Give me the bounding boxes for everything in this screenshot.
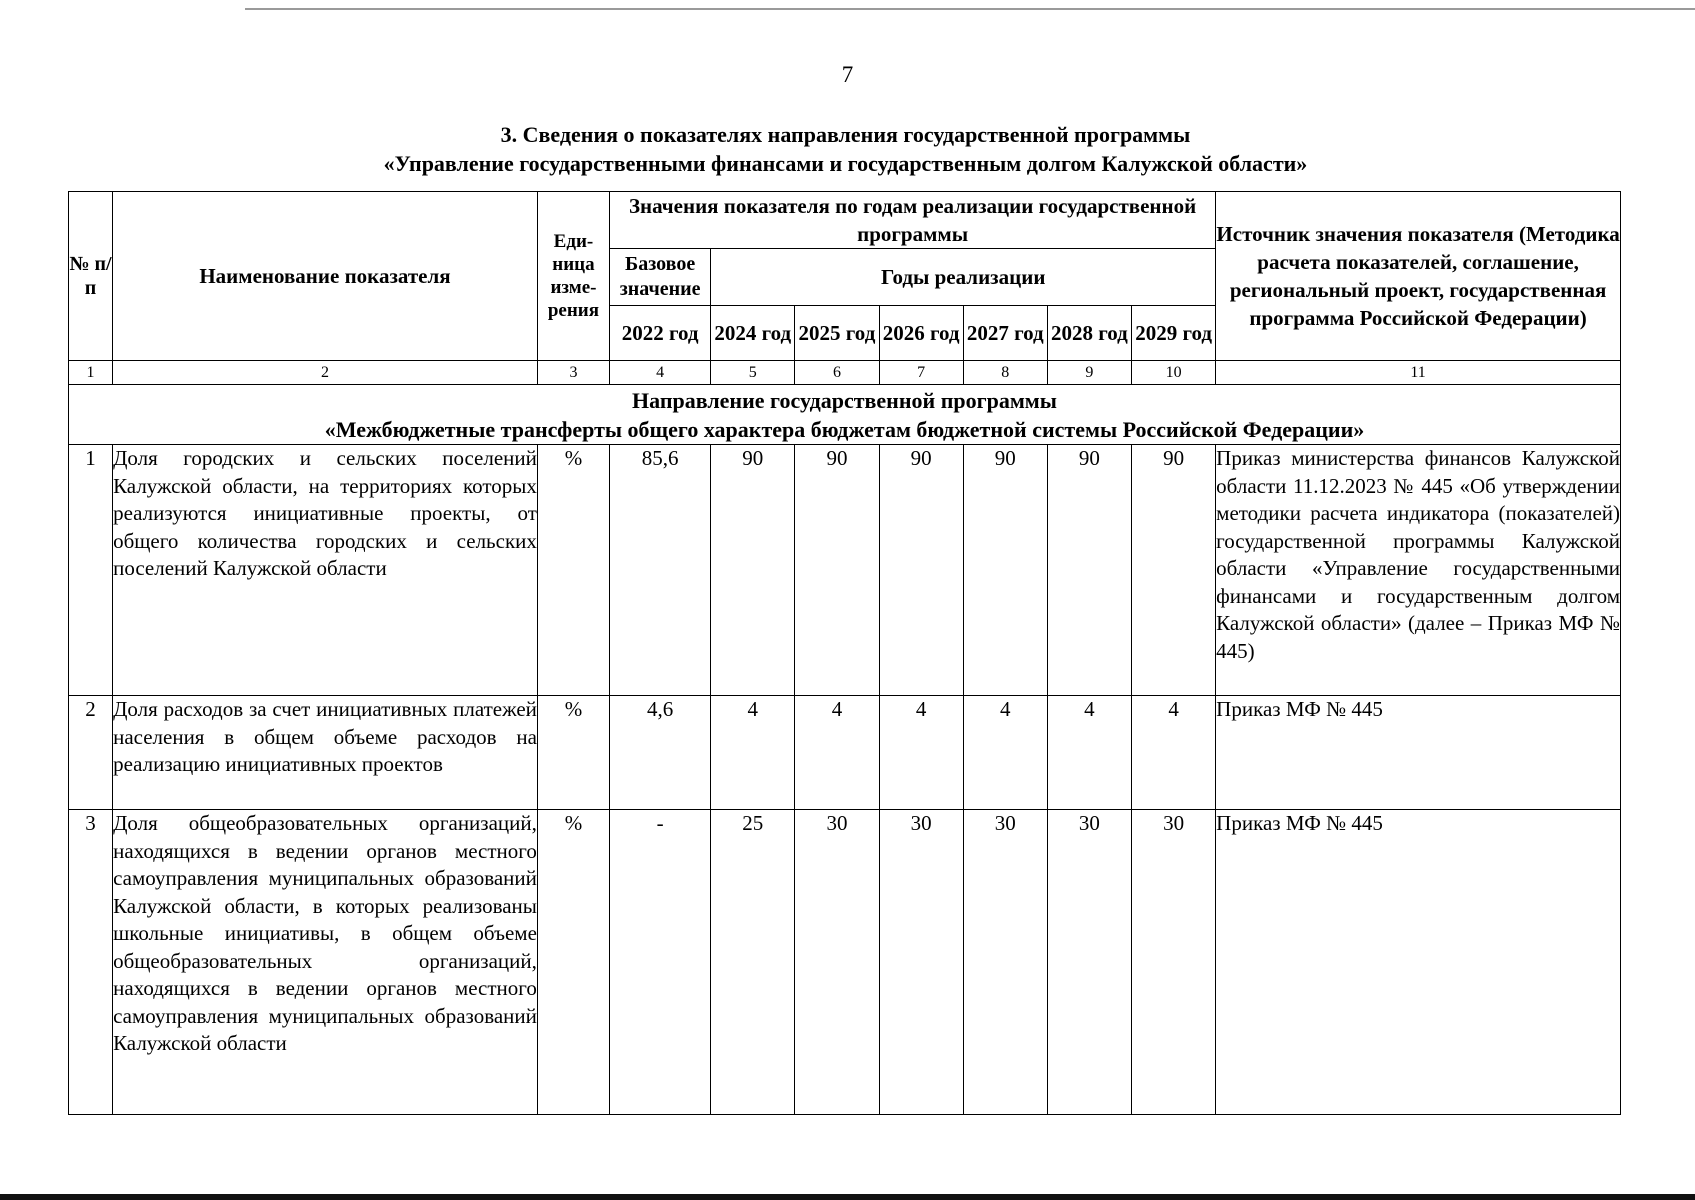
year-value: 30 (1131, 810, 1215, 1115)
indicators-table (68, 191, 1621, 1115)
year-value: 4 (795, 696, 879, 810)
year-value: 90 (963, 445, 1047, 696)
header-source: Источник значения показателя (Методика расчета показателей, соглашение, региональный проект, государственная программа Российской Федерации) (1216, 192, 1621, 361)
indicator-source: Приказ МФ № 445 (1216, 810, 1621, 1115)
column-number: 9 (1047, 361, 1131, 385)
table-row (69, 445, 1621, 696)
header-year: 2024 год (711, 306, 795, 361)
header-unit: Еди- ница изме- рения (537, 192, 609, 361)
column-number: 5 (711, 361, 795, 385)
header-base-year: 2022 год (610, 306, 711, 361)
year-value: 4 (1131, 696, 1215, 810)
section-title (69, 385, 1621, 445)
year-value: 4 (879, 696, 963, 810)
column-number: 1 (69, 361, 113, 385)
year-value: 90 (879, 445, 963, 696)
indicator-name: Доля городских и сельских поселений Калужской области, на территориях которых реализуются инициативные проекты, от общего количества городских и сельских поселений Калужской области (113, 445, 538, 696)
year-value: 90 (711, 445, 795, 696)
table-row (69, 810, 1621, 1115)
column-number: 3 (537, 361, 609, 385)
top-scan-rule (245, 8, 1695, 10)
header-year: 2027 год (963, 306, 1047, 361)
row-number: 2 (69, 696, 113, 810)
column-number: 4 (610, 361, 711, 385)
table-row (69, 696, 1621, 810)
header-year: 2026 год (879, 306, 963, 361)
header-year: 2029 год (1131, 306, 1215, 361)
year-value: 4 (711, 696, 795, 810)
indicator-unit: % (537, 810, 609, 1115)
year-value: 4 (1047, 696, 1131, 810)
year-value: 30 (1047, 810, 1131, 1115)
indicator-unit: % (537, 445, 609, 696)
header-year: 2028 год (1047, 306, 1131, 361)
row-number: 3 (69, 810, 113, 1115)
year-value: 30 (879, 810, 963, 1115)
column-number: 10 (1131, 361, 1215, 385)
header-name: Наименование показателя (113, 192, 538, 361)
section-title-line-1: Направление государственной программы (632, 388, 1057, 413)
column-number: 11 (1216, 361, 1621, 385)
bottom-scan-bar (0, 1194, 1695, 1200)
header-year: 2025 год (795, 306, 879, 361)
base-value: 85,6 (610, 445, 711, 696)
page-number: 7 (841, 62, 854, 87)
heading-line-2: «Управление государственными финансами и государственным долгом Калужской области» (383, 151, 1308, 176)
header-no: № п/п (69, 192, 113, 361)
base-value: 4,6 (610, 696, 711, 810)
heading-line-1: 3. Сведения о показателях направления государственной программы (500, 122, 1191, 147)
header-values-group: Значения показателя по годам реализации государственной программы (610, 192, 1216, 249)
column-numbers-row (69, 361, 1621, 385)
indicator-unit: % (537, 696, 609, 810)
year-value: 90 (1047, 445, 1131, 696)
section-title-line-2: «Межбюджетные трансферты общего характера бюджетам бюджетной системы Российской Федерации» (324, 417, 1365, 442)
indicator-name: Доля общеобразовательных организаций, находящихся в ведении органов местного самоуправления муниципальных образований Калужской области, в которых реализованы школьные инициативы, в общем объеме общеобразовательных организаций, находящихся в ведении органов местного самоуправления муниципальных образований Калужской области (113, 810, 538, 1115)
year-value: 4 (963, 696, 1047, 810)
header-years-group: Годы реализации (711, 249, 1216, 306)
column-number: 2 (113, 361, 538, 385)
indicator-source: Приказ министерства финансов Калужской области 11.12.2023 № 445 «Об утверждении методики расчета индикатора (показателей) государственной программы Калужской области «Управление государственными финансами и государственным долгом Калужской области» (далее – Приказ МФ № 445) (1216, 445, 1621, 696)
indicator-name: Доля расходов за счет инициативных платежей населения в общем объеме расходов на реализацию инициативных проектов (113, 696, 538, 810)
year-value: 30 (795, 810, 879, 1115)
section-row (69, 385, 1621, 445)
row-number: 1 (69, 445, 113, 696)
year-value: 90 (1131, 445, 1215, 696)
column-number: 6 (795, 361, 879, 385)
header-base: Базовое значение (610, 249, 711, 306)
year-value: 25 (711, 810, 795, 1115)
indicator-source: Приказ МФ № 445 (1216, 696, 1621, 810)
header-row-1 (69, 192, 1621, 249)
year-value: 90 (795, 445, 879, 696)
document-heading (60, 120, 1631, 178)
base-value: - (610, 810, 711, 1115)
column-number: 7 (879, 361, 963, 385)
column-number: 8 (963, 361, 1047, 385)
year-value: 30 (963, 810, 1047, 1115)
